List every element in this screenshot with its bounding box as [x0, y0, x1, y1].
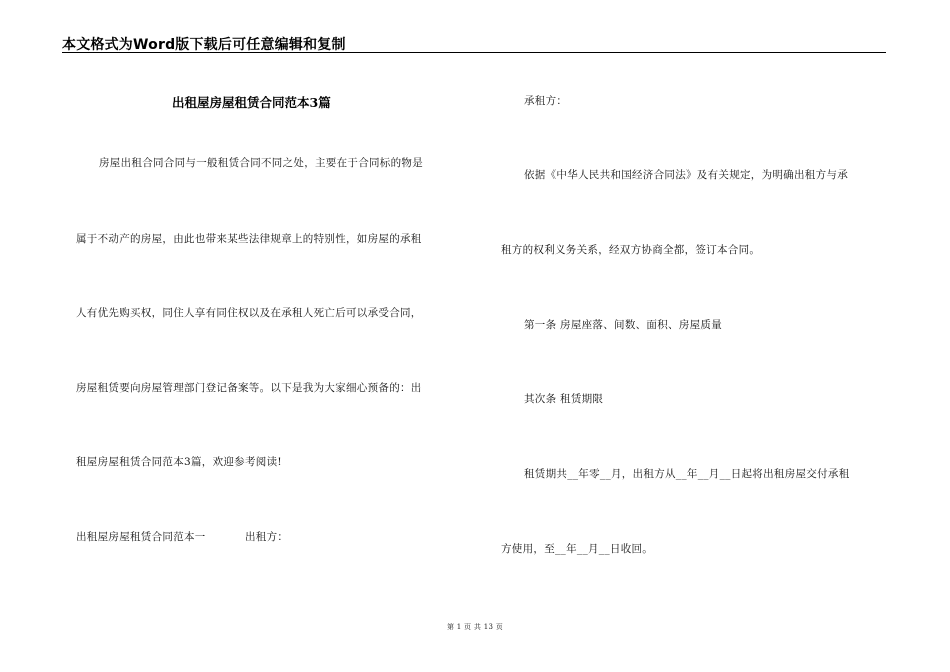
right-paragraph-line: 依据《中华人民共和国经济合同法》及有关规定，为明确出租方与承 [524, 169, 848, 181]
section-heading-contract-one: 出租屋房屋租赁合同范本一 [76, 531, 206, 543]
left-paragraph-line: 人有优先购买权，同住人享有同住权以及在承租人死亡后可以承受合同， [76, 307, 422, 319]
left-paragraph-line: 房屋出租合同合同与一般租赁合同不同之处，主要在于合同标的物是 [99, 157, 423, 169]
header-divider [62, 52, 886, 53]
article-two-heading: 其次条 租赁期限 [524, 393, 604, 405]
lessee-label: 承租方： [524, 95, 568, 107]
left-paragraph-line: 房屋租赁要向房屋管理部门登记备案等。以下是我为大家细心预备的：出 [76, 382, 422, 394]
right-paragraph-line: 租赁期共__年零__月，出租方从__年__月__日起将出租房屋交付承租 [524, 468, 850, 480]
lessor-label: 出租方： [245, 531, 289, 543]
page-number-footer: 第 1 页 共 13 页 [446, 623, 504, 631]
document-header-title: 本文格式为Word版下载后可任意编辑和复制 [62, 37, 346, 53]
right-paragraph-line: 方使用，至__年__月__日收回。 [501, 543, 654, 555]
document-title: 出租屋房屋租赁合同范本3篇 [172, 95, 331, 110]
right-paragraph-line: 租方的权利义务关系，经双方协商全都，签订本合同。 [501, 244, 761, 256]
article-one-heading: 第一条 房屋座落、间数、面积、房屋质量 [524, 319, 723, 331]
left-paragraph-line: 属于不动产的房屋，由此也带来某些法律规章上的特别性，如房屋的承租 [76, 233, 422, 245]
left-paragraph-line: 租屋房屋租赁合同范本3篇，欢迎参考阅读! [76, 456, 282, 468]
